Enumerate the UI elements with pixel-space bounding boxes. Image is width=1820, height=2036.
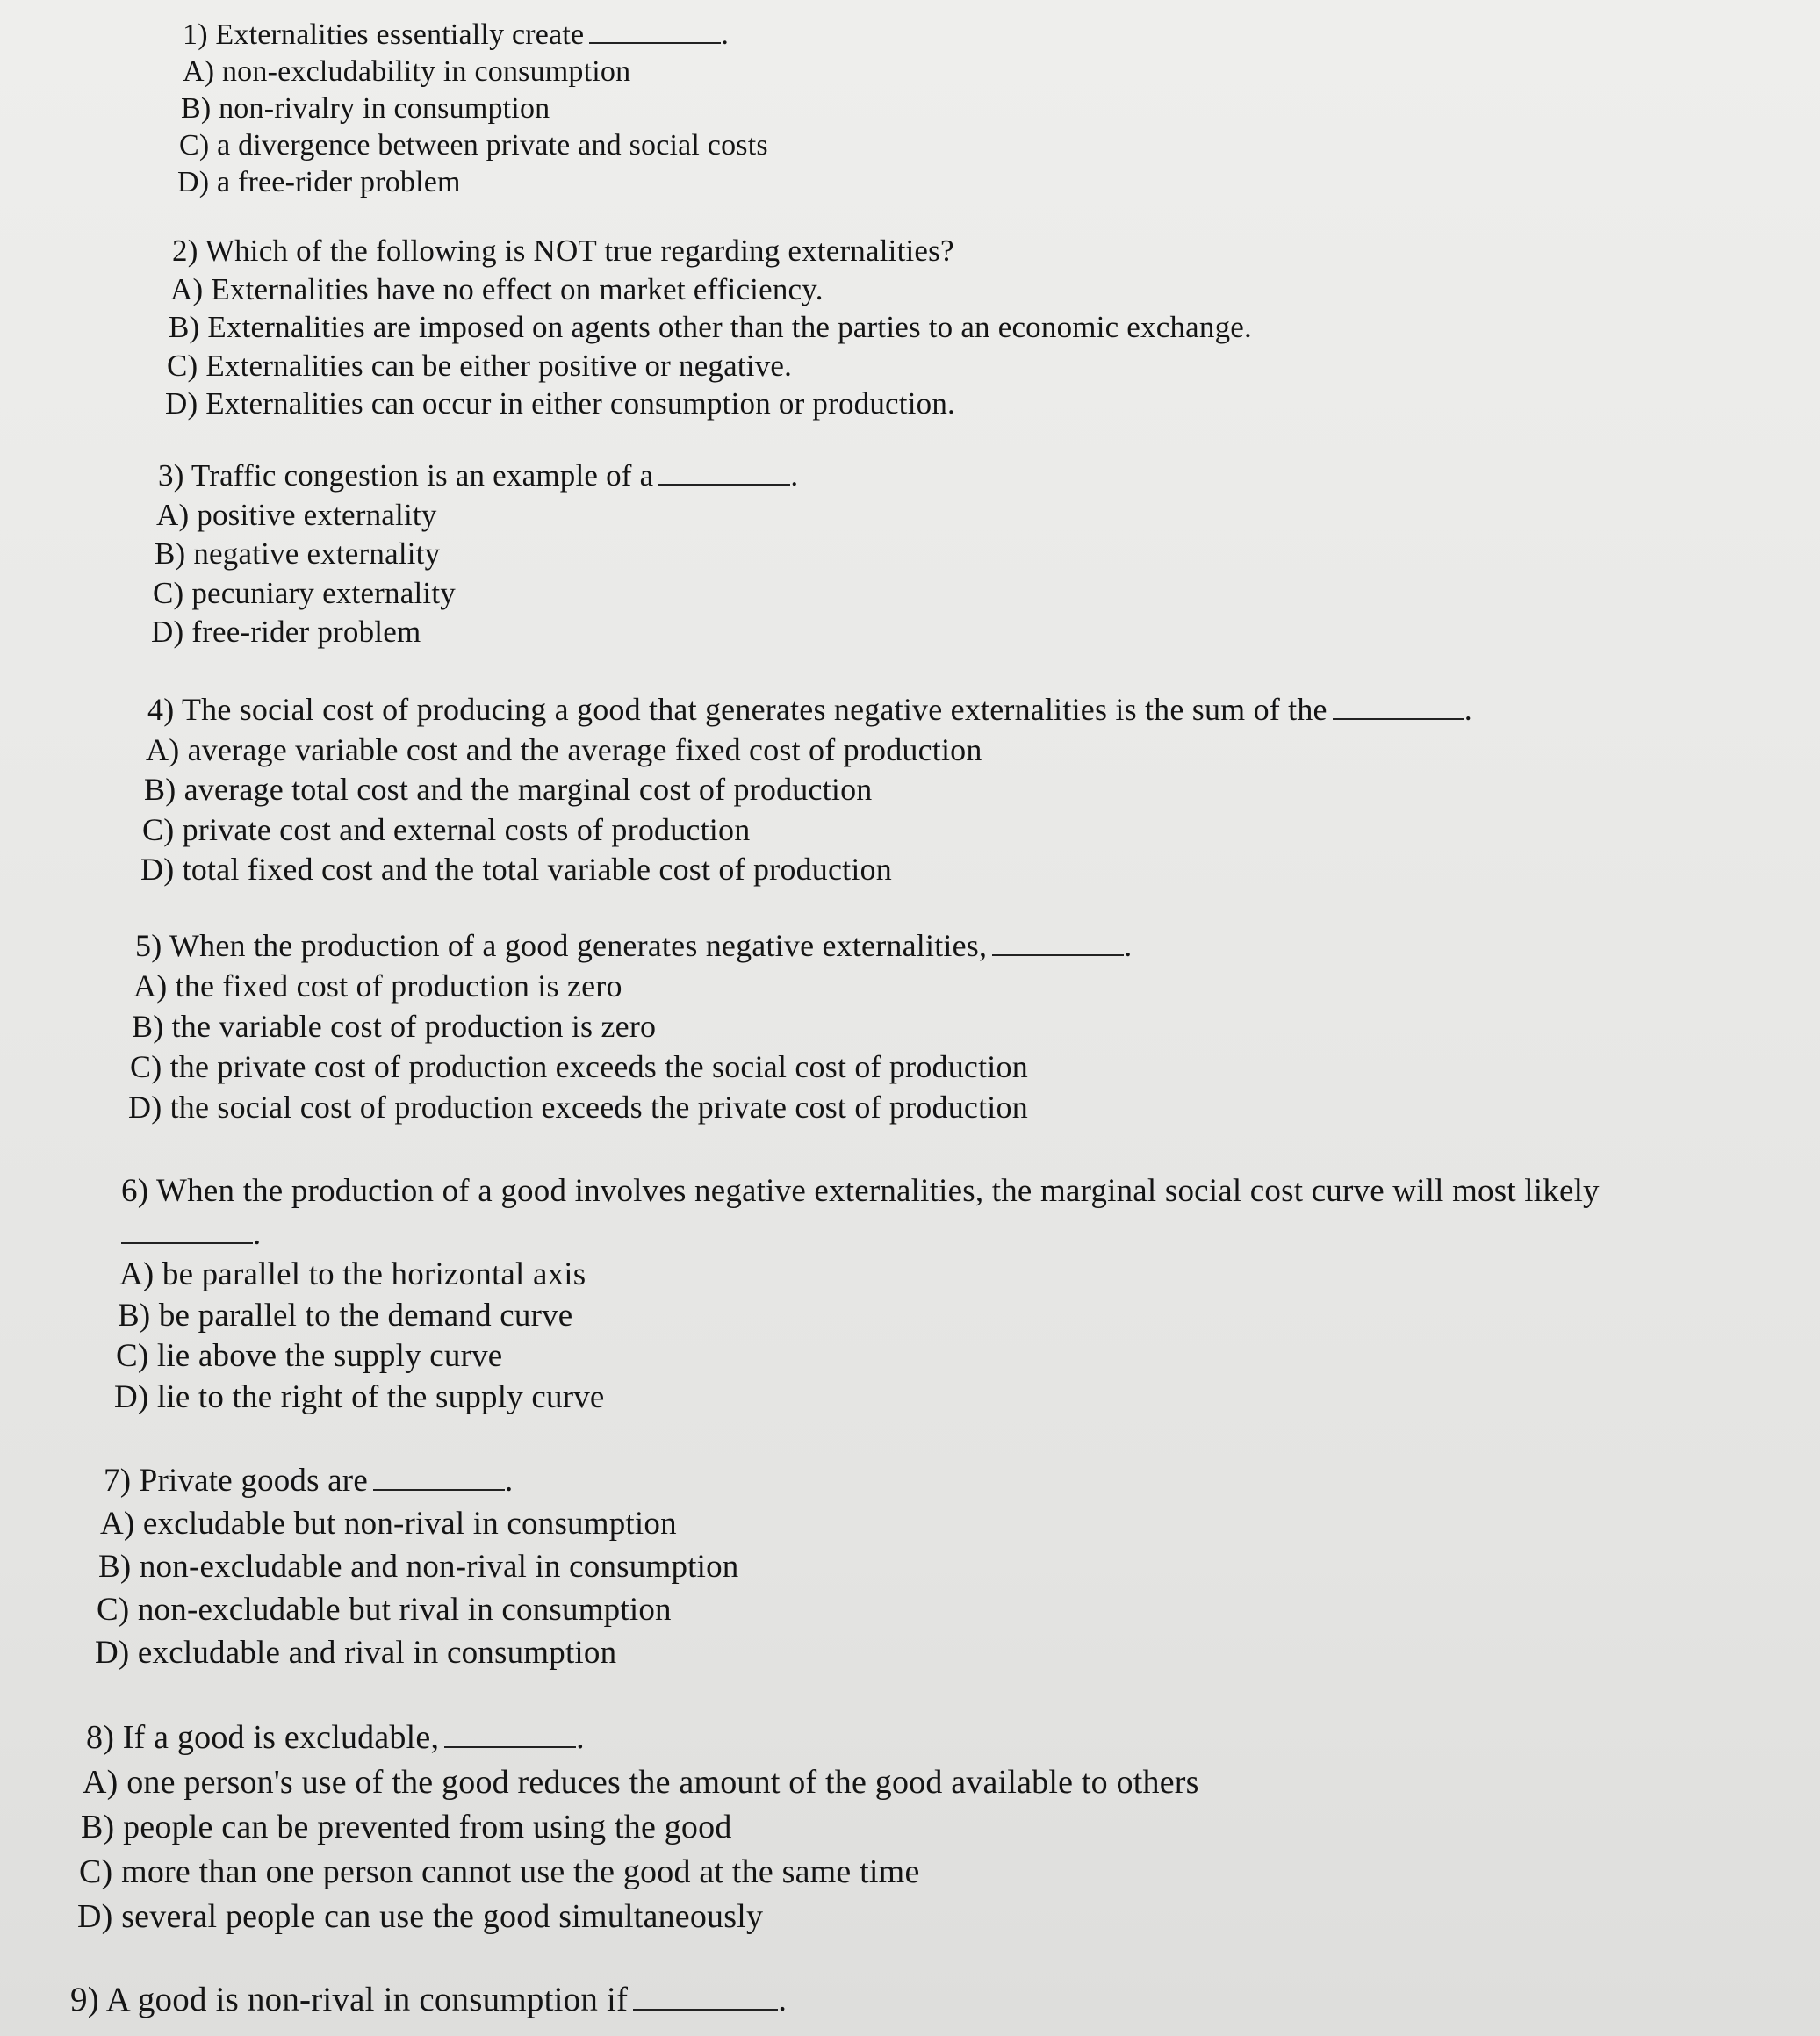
option-d: D) a free-rider problem <box>177 166 461 198</box>
question-stem: 9) A good is non-rival in consumption if . <box>70 1981 788 2018</box>
question-2 <box>165 232 1252 423</box>
question-6 <box>114 1171 1600 1418</box>
option-b: B) Externalities are imposed on agents other than the parties to an economic exchange. <box>169 310 1252 344</box>
question-4 <box>140 690 1472 890</box>
option-a: A) be parallel to the horizontal axis <box>119 1256 586 1292</box>
answer-blank <box>121 1216 253 1244</box>
option-c: C) lie above the supply curve <box>116 1338 503 1374</box>
option-a: A) Externalities have no effect on market efficiency. <box>170 271 824 306</box>
option-c: C) a divergence between private and social costs <box>179 129 768 162</box>
question-3 <box>151 457 799 652</box>
option-a: A) the fixed cost of production is zero <box>133 968 622 1004</box>
option-d: D) the social cost of production exceeds the private cost of production <box>128 1090 1028 1125</box>
option-b: B) non-excludable and non-rival in consumption <box>98 1549 739 1585</box>
question-5 <box>128 925 1133 1127</box>
option-b: B) negative externality <box>155 536 441 571</box>
question-8 <box>77 1716 1199 1939</box>
answer-blank <box>992 928 1124 956</box>
option-b: B) be parallel to the demand curve <box>118 1297 573 1334</box>
option-b: B) the variable cost of production is zero <box>132 1009 657 1044</box>
option-a: A) average variable cost and the average fixed cost of production <box>146 731 982 767</box>
option-d: D) excludable and rival in consumption <box>95 1635 617 1671</box>
answer-blank <box>444 1720 576 1748</box>
option-a: A) one person's use of the good reduces the amount of the good available to others <box>83 1764 1199 1801</box>
question-stem: 8) If a good is excludable, . <box>86 1719 585 1756</box>
question-9 <box>70 1977 787 2023</box>
option-d: D) several people can use the good simultaneously <box>77 1898 764 1935</box>
answer-blank <box>589 16 721 44</box>
option-c: C) the private cost of production exceeds the social cost of production <box>130 1049 1028 1084</box>
option-a: A) excludable but non-rival in consumption <box>100 1506 677 1542</box>
question-stem: 4) The social cost of producing a good that generates negative externalities is the sum of the . <box>147 692 1472 727</box>
option-c: C) private cost and external costs of production <box>142 811 751 847</box>
question-stem-continuation: . <box>121 1214 1600 1255</box>
question-stem: 3) Traffic congestion is an example of a . <box>158 458 799 493</box>
option-d: D) total fixed cost and the total variable cost of production <box>140 852 892 887</box>
question-stem: 2) Which of the following is NOT true regarding externalities? <box>172 234 954 268</box>
option-c: C) non-excludable but rival in consumption <box>97 1592 672 1628</box>
question-7 <box>95 1459 739 1674</box>
question-stem: 1) Externalities essentially create . <box>183 16 768 54</box>
option-a: A) positive externality <box>156 497 437 532</box>
question-1 <box>177 16 768 201</box>
option-d: D) Externalities can occur in either consumption or production. <box>165 386 955 421</box>
option-c: C) more than one person cannot use the good at the same time <box>79 1853 920 1890</box>
answer-blank <box>658 457 790 486</box>
option-b: B) average total cost and the marginal cost of production <box>144 772 873 807</box>
option-c: C) pecuniary externality <box>153 575 456 610</box>
option-d: D) free-rider problem <box>151 615 421 649</box>
option-b: B) non-rivalry in consumption <box>181 92 550 125</box>
question-stem: 6) When the production of a good involves negative externalities, the marginal social cost curve will most likely <box>121 1173 1600 1209</box>
answer-blank <box>373 1463 505 1491</box>
option-d: D) lie to the right of the supply curve <box>114 1378 605 1415</box>
option-a: A) non-excludability in consumption <box>183 55 631 88</box>
option-b: B) people can be prevented from using the good <box>81 1809 732 1845</box>
answer-blank <box>633 1982 778 2011</box>
question-stem: 5) When the production of a good generates negative externalities, . <box>135 928 1133 963</box>
answer-blank <box>1333 692 1464 720</box>
question-stem: 7) Private goods are . <box>104 1463 514 1499</box>
option-c: C) Externalities can be either positive or negative. <box>167 348 793 383</box>
